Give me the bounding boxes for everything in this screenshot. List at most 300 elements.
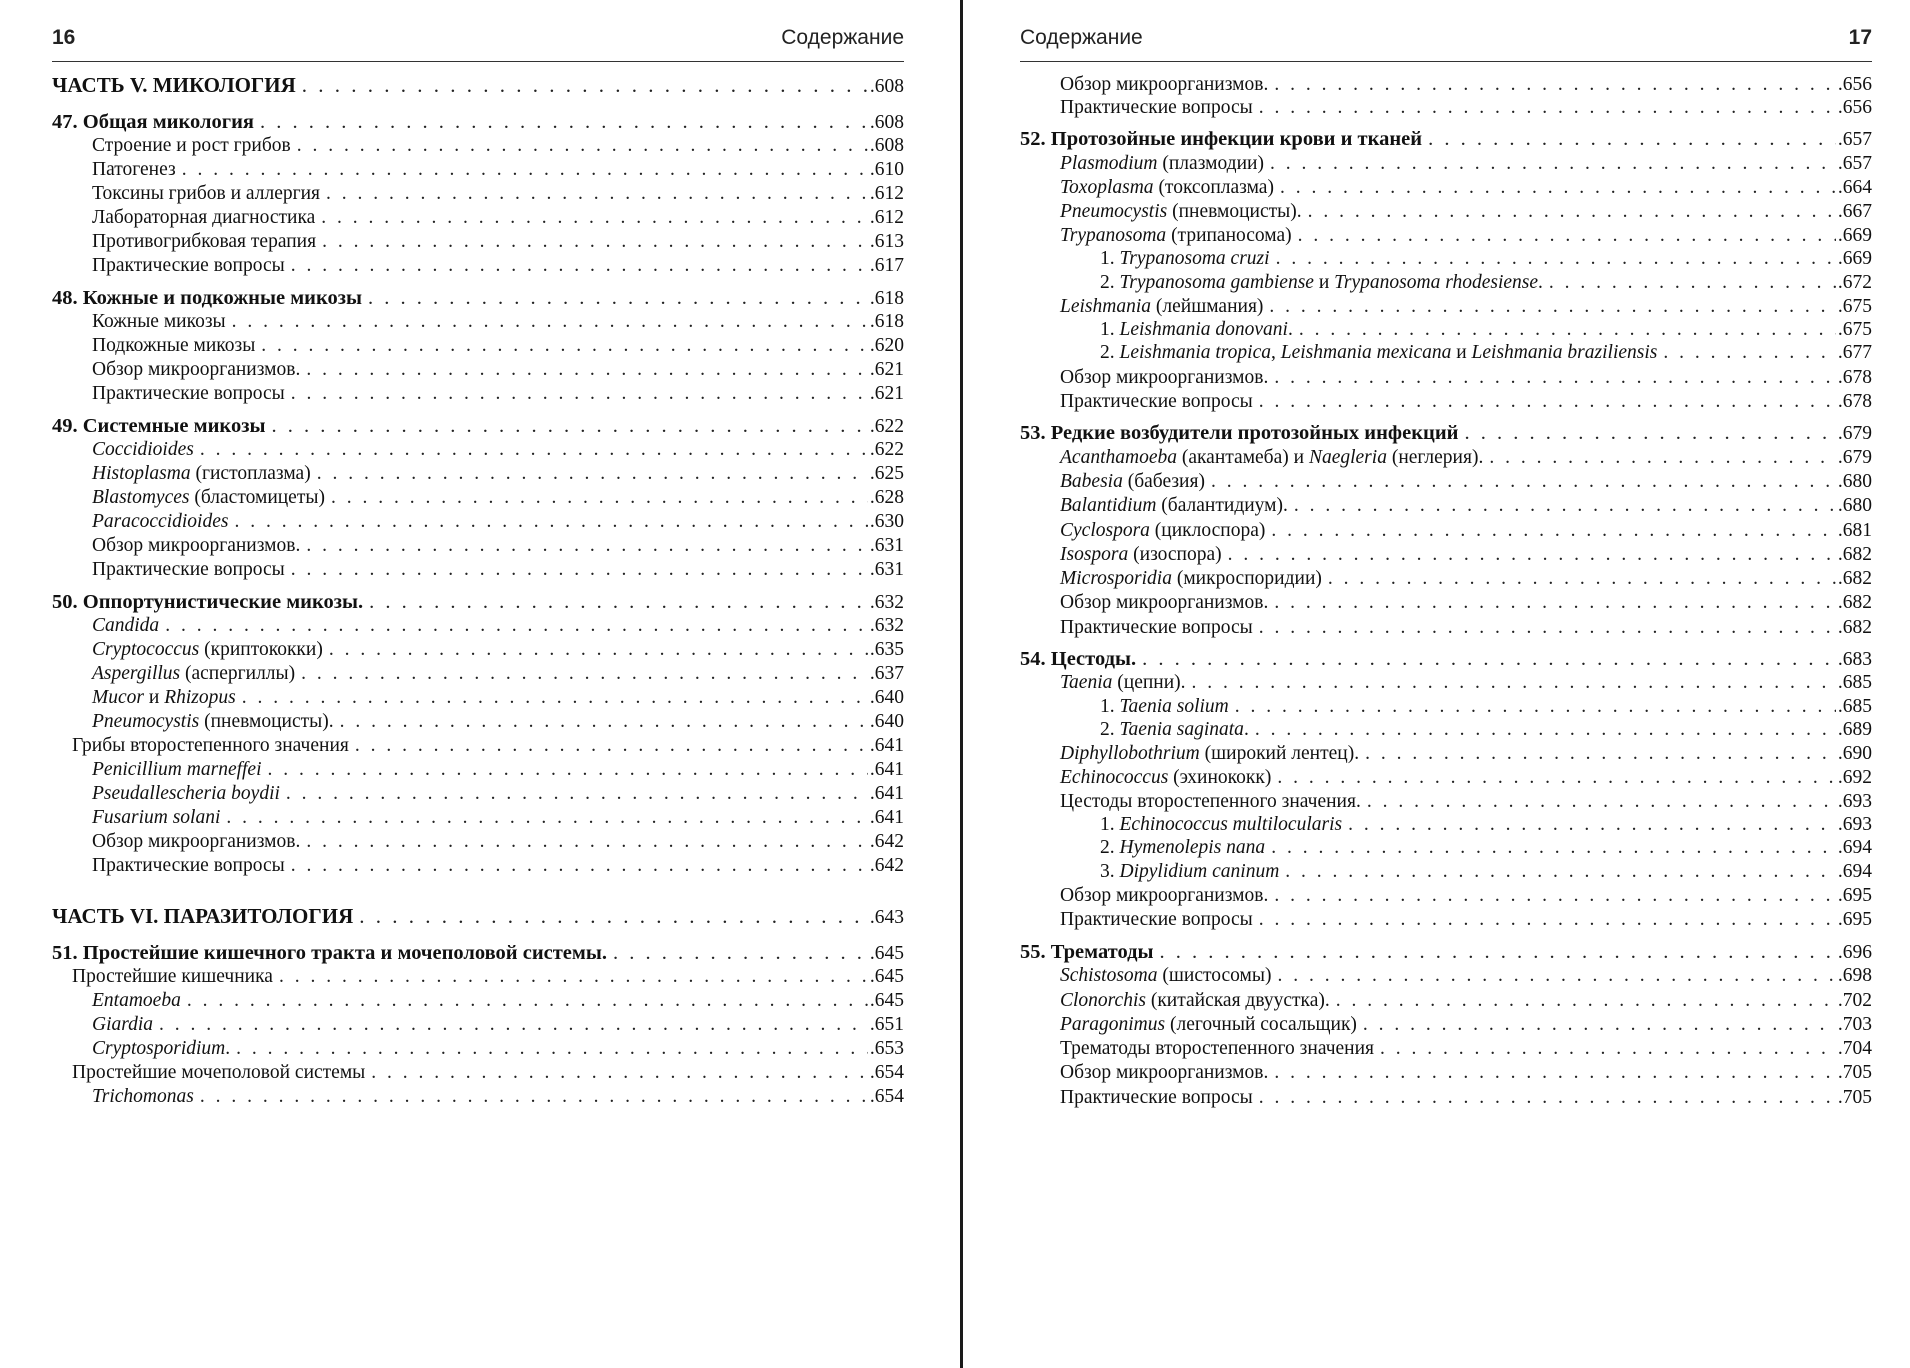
toc-entry [1020, 835, 1872, 861]
toc-entry-label: Cryptococcus (криптококки) [92, 639, 323, 660]
page-number: 17 [1848, 26, 1872, 49]
toc-leader-dots [1259, 1085, 1836, 1111]
toc-entry-label: Обзор микроорганизмов. [92, 535, 301, 556]
toc-entry-page: .637 [869, 663, 904, 684]
toc-entry-label: Trypanosoma (трипаносома) [1060, 225, 1292, 246]
toc-entry-page: .613 [869, 231, 904, 252]
toc-entry-page: .608 [869, 76, 904, 97]
toc-entry-label: Обзор микроорганизмов. [1060, 592, 1269, 613]
toc-entry-label: Практические вопросы [1060, 1087, 1253, 1108]
toc-entry [1020, 590, 1872, 616]
toc-leader-dots [1663, 340, 1836, 366]
toc-leader-dots [1380, 1036, 1836, 1062]
toc-entry [52, 461, 904, 487]
toc-entry [52, 133, 904, 159]
toc-entry-label: Практические вопросы [1060, 617, 1253, 638]
toc-entry [52, 485, 904, 511]
toc-leader-dots [271, 413, 867, 439]
toc-leader-dots [302, 72, 868, 98]
toc-leader-dots [268, 757, 868, 783]
toc-entry [52, 157, 904, 183]
toc-entry [52, 1060, 904, 1086]
toc-entry-label: Leishmania (лейшмания) [1060, 296, 1264, 317]
toc-entry-label: 2. Leishmania tropica, Leishmania mexicana и Leishmania braziliensis [1100, 342, 1658, 363]
toc-entry-label: 53. Редкие возбудители протозойных инфекций [1020, 422, 1459, 444]
toc-entry-label: 3. Dipylidium caninum [1100, 861, 1280, 882]
toc-entry-page: .617 [869, 255, 904, 276]
toc-entry [1020, 95, 1872, 121]
book-spine [960, 0, 963, 1368]
toc-leader-dots [613, 940, 868, 966]
toc-leader-dots [1280, 175, 1836, 201]
toc-entry-page: .680 [1837, 495, 1872, 516]
toc-leader-dots [340, 709, 868, 735]
toc-leader-dots [1255, 717, 1836, 743]
toc-entry [52, 357, 904, 383]
toc-entry-label: Обзор микроорганизмов. [92, 831, 301, 852]
toc-entry-label: Clonorchis (китайская двуустка). [1060, 990, 1330, 1011]
toc-entry-page: .682 [1837, 617, 1872, 638]
toc-entry-label: Balantidium (балантидиум). [1060, 495, 1288, 516]
toc-leader-dots [297, 133, 868, 159]
toc-leader-dots [301, 661, 868, 687]
toc-entry [52, 757, 904, 783]
toc-entry [1020, 469, 1872, 495]
toc-entry-label: Toxoplasma (токсоплазма) [1060, 177, 1274, 198]
toc-leader-dots [1336, 988, 1836, 1014]
toc-entry-label: ЧАСТЬ VI. ПАРАЗИТОЛОГИЯ [52, 904, 354, 928]
toc-leader-dots [322, 229, 868, 255]
toc-entry-page: .622 [869, 439, 904, 460]
toc-entry [1020, 646, 1872, 672]
toc-entry-page: .621 [869, 383, 904, 404]
toc-entry-label: ЧАСТЬ V. МИКОЛОГИЯ [52, 73, 296, 97]
toc-entry-page: .631 [869, 535, 904, 556]
toc-entry-page: .679 [1837, 423, 1872, 444]
toc-entry-label: Цестоды второстепенного значения. [1060, 791, 1361, 812]
running-header [52, 26, 904, 54]
toc-entry [1020, 518, 1872, 544]
toc-entry-label: Патогенез [92, 159, 176, 180]
toc-entry-label: Penicillium marneffei [92, 759, 262, 780]
toc-entry-page: .618 [869, 311, 904, 332]
toc-leader-dots [1228, 542, 1836, 568]
toc-leader-dots [159, 1012, 868, 1038]
running-title: Содержание [781, 26, 904, 49]
toc-leader-dots [279, 964, 868, 990]
toc-entry-page: .695 [1837, 885, 1872, 906]
toc-entry-label: Практические вопросы [92, 559, 285, 580]
toc-entry-label: Практические вопросы [1060, 909, 1253, 930]
toc-entry [1020, 741, 1872, 767]
toc-entry-label: Coccidioides [92, 439, 194, 460]
header-rule [52, 61, 904, 62]
toc-entry [52, 437, 904, 463]
toc-entry-page: .675 [1837, 296, 1872, 317]
toc-entry-label: Кожные микозы [92, 311, 226, 332]
toc-entry-page: .656 [1837, 97, 1872, 118]
toc-entry [1020, 493, 1872, 519]
toc-entry-page: .641 [869, 807, 904, 828]
toc-entry [52, 903, 904, 929]
toc-entry-page: .656 [1837, 74, 1872, 95]
toc-entry-page: .630 [869, 511, 904, 532]
toc-leader-dots [1277, 963, 1835, 989]
toc-entry-page: .685 [1837, 672, 1872, 693]
toc-entry-label: Giardia [92, 1014, 154, 1035]
toc-entry-label: Практические вопросы [1060, 97, 1253, 118]
toc-entry [1020, 883, 1872, 909]
toc-entry-label: Entamoeba [92, 990, 181, 1011]
toc-entry-page: .693 [1837, 791, 1872, 812]
toc-entry-label: Microsporidia (микроспоридии) [1060, 568, 1322, 589]
toc-entry [1020, 963, 1872, 989]
toc-entry [52, 805, 904, 831]
toc-entry-label: 47. Общая микология [52, 111, 254, 133]
toc-entry-label: Обзор микроорганизмов. [1060, 885, 1269, 906]
toc-entry-label: Histoplasma (гистоплазма) [92, 463, 311, 484]
toc-entry [52, 333, 904, 359]
toc-entry-label: 49. Системные микозы [52, 415, 266, 437]
toc-entry [52, 309, 904, 335]
right-page [1020, 0, 1872, 1368]
toc-entry-page: .695 [1837, 909, 1872, 930]
toc-entry-page: .705 [1837, 1062, 1872, 1083]
toc-entry-page: .704 [1837, 1038, 1872, 1059]
toc-entry [52, 533, 904, 559]
toc-entry-label: Schistosoma (шистосомы) [1060, 965, 1272, 986]
toc-leader-dots [1277, 765, 1836, 791]
toc-entry-label: Echinococcus (эхинококк) [1060, 767, 1272, 788]
toc-entry-label: Простейшие мочеполовой системы [72, 1062, 366, 1083]
toc-entry-page: .654 [869, 1062, 904, 1083]
toc-entry [52, 853, 904, 879]
toc-entry-label: Blastomyces (бластомицеты) [92, 487, 325, 508]
toc-entry-label: 1. Trypanosoma cruzi [1100, 248, 1270, 269]
toc-entry-page: .608 [869, 112, 904, 133]
toc-entry-label: 55. Трематоды [1020, 941, 1154, 963]
toc-leader-dots [1259, 95, 1836, 121]
toc-entry-label: Pneumocystis (пневмоцисты). [92, 711, 334, 732]
toc-entry-page: .640 [869, 687, 904, 708]
toc-entry-label: Candida [92, 615, 160, 636]
toc-leader-dots [1259, 389, 1836, 415]
toc-entry-page: .675 [1837, 319, 1872, 340]
toc-leader-dots [371, 1060, 868, 1086]
toc-leader-dots [329, 637, 868, 663]
toc-entry [52, 709, 904, 735]
toc-leader-dots [306, 829, 868, 855]
toc-entry [52, 413, 904, 439]
toc-entry [1020, 566, 1872, 592]
toc-entry-label: Обзор микроорганизмов. [1060, 74, 1269, 95]
toc-entry [1020, 445, 1872, 471]
toc-entry [52, 781, 904, 807]
toc-entry-page: .641 [869, 759, 904, 780]
toc-entry-page: .694 [1837, 861, 1872, 882]
page-number: 16 [52, 26, 76, 49]
toc-entry [1020, 389, 1872, 415]
toc-entry [1020, 670, 1872, 696]
toc-entry-label: Обзор микроорганизмов. [1060, 367, 1269, 388]
toc-entry [52, 1084, 904, 1110]
toc-entry-label: Подкожные микозы [92, 335, 256, 356]
toc-entry-page: .678 [1837, 367, 1872, 388]
toc-entry-page: .642 [869, 831, 904, 852]
toc-leader-dots [1271, 835, 1836, 861]
toc-entry-label: Trichomonas [92, 1086, 194, 1107]
toc-entry-page: .657 [1837, 153, 1872, 174]
toc-entry-page: .698 [1837, 965, 1872, 986]
toc-leader-dots [1274, 883, 1836, 909]
toc-entry [52, 229, 904, 255]
toc-entry-page: .689 [1837, 719, 1872, 740]
toc-entry-page: .692 [1837, 767, 1872, 788]
toc-entry-page: .672 [1837, 272, 1872, 293]
toc-entry-page: .628 [869, 487, 904, 508]
toc-entry [52, 637, 904, 663]
toc-entry-label: 2. Hymenolepis nana [1100, 837, 1266, 858]
toc-entry [1020, 1060, 1872, 1086]
toc-entry-page: .632 [869, 592, 904, 613]
toc-leader-dots [291, 253, 868, 279]
toc-leader-dots [326, 181, 868, 207]
toc-leader-dots [291, 557, 868, 583]
toc-entry [52, 509, 904, 535]
toc-leader-dots [165, 613, 868, 639]
toc-entry-page: .681 [1837, 520, 1872, 541]
toc-entry-label: Cyclospora (циклоспора) [1060, 520, 1266, 541]
toc-entry [1020, 175, 1872, 201]
toc-leader-dots [1271, 518, 1836, 544]
toc-entry-page: .645 [869, 990, 904, 1011]
toc-entry-page: .620 [869, 335, 904, 356]
toc-entry-label: Acanthamoeba (акантамеба) и Naegleria (неглерия). [1060, 447, 1484, 468]
toc-entry-page: .677 [1837, 342, 1872, 363]
toc-entry [52, 964, 904, 990]
toc-leader-dots [242, 685, 868, 711]
toc-entry [1020, 1085, 1872, 1111]
toc-entry-page: .610 [869, 159, 904, 180]
toc-entry [52, 381, 904, 407]
toc-entry [1020, 765, 1872, 791]
toc-entry-label: Простейшие кишечника [72, 966, 273, 987]
toc-entry-page: .679 [1837, 447, 1872, 468]
toc-leader-dots [200, 437, 868, 463]
toc-entry-label: Обзор микроорганизмов. [1060, 1062, 1269, 1083]
toc-entry-label: 54. Цестоды. [1020, 648, 1137, 670]
toc-entry [52, 613, 904, 639]
toc-leader-dots [286, 781, 868, 807]
toc-entry [52, 829, 904, 855]
toc-entry-page: .608 [869, 135, 904, 156]
toc-entry-label: 1. Leishmania donovani. [1100, 319, 1293, 340]
toc-entry [52, 1036, 904, 1062]
toc-entry-page: .685 [1837, 696, 1872, 717]
toc-leader-dots [359, 903, 868, 929]
toc-entry-label: Diphyllobothrium (широкий лентец). [1060, 743, 1360, 764]
toc-entry [1020, 615, 1872, 641]
toc-entry-label: Строение и рост грибов [92, 135, 291, 156]
toc-entry-label: 51. Простейшие кишечного тракта и мочеполовой системы. [52, 942, 607, 964]
toc-entry-label: 52. Протозойные инфекции крови и тканей [1020, 128, 1423, 150]
toc-entry [1020, 365, 1872, 391]
toc-entry-label: Paracoccidioides [92, 511, 229, 532]
toc-leader-dots [1274, 365, 1836, 391]
toc-entry-page: .612 [869, 183, 904, 204]
toc-entry-page: .703 [1837, 1014, 1872, 1035]
toc-entry-page: .694 [1837, 837, 1872, 858]
toc-entry-page: .678 [1837, 391, 1872, 412]
toc-entry-label: Pseudallescheria boydii [92, 783, 280, 804]
toc-entry [52, 988, 904, 1014]
toc-leader-dots [317, 461, 868, 487]
toc-entry-page: .667 [1837, 201, 1872, 222]
toc-entry-label: Токсины грибов и аллергия [92, 183, 321, 204]
toc-entry-page: .632 [869, 615, 904, 636]
toc-entry-page: .669 [1837, 225, 1872, 246]
toc-entry-label: Aspergillus (аспергиллы) [92, 663, 296, 684]
toc-entry-page: .621 [869, 359, 904, 380]
toc-entry-label: Plasmodium (плазмодии) [1060, 153, 1264, 174]
toc-entry-page: .690 [1837, 743, 1872, 764]
toc-leader-dots [260, 109, 868, 135]
toc-entry-page: .622 [869, 416, 904, 437]
toc-entry [1020, 340, 1872, 366]
toc-entry [1020, 542, 1872, 568]
toc-leader-dots [1274, 590, 1836, 616]
toc-entry-page: .640 [869, 711, 904, 732]
toc-entry-page: .653 [869, 1038, 904, 1059]
toc-entry-label: Paragonimus (легочный сосальщик) [1060, 1014, 1357, 1035]
toc-entry-page: .682 [1837, 568, 1872, 589]
toc-entry-page: .682 [1837, 592, 1872, 613]
toc-entry-page: .631 [869, 559, 904, 580]
toc-entry-page: .641 [869, 783, 904, 804]
toc-leader-dots [226, 805, 867, 831]
toc-entry-label: 50. Оппортунистические микозы. [52, 591, 364, 613]
toc-leader-dots [1276, 246, 1836, 272]
toc-entry [1020, 717, 1872, 743]
toc-leader-dots [187, 988, 868, 1014]
toc-entry-page: .635 [869, 639, 904, 660]
toc-leader-dots [1328, 566, 1836, 592]
toc-entry [1020, 907, 1872, 933]
toc-entry-page: .654 [869, 1086, 904, 1107]
toc-entry [1020, 420, 1872, 446]
toc-entry-label: Практические вопросы [1060, 391, 1253, 412]
toc-leader-dots [1294, 493, 1836, 519]
toc-leader-dots [232, 309, 868, 335]
toc-entry-label: Fusarium solani [92, 807, 221, 828]
toc-entry [52, 557, 904, 583]
toc-entry [52, 205, 904, 231]
toc-leader-dots [1489, 445, 1836, 471]
toc-leader-dots [1211, 469, 1836, 495]
toc-entry-label: 1. Taenia solium [1100, 696, 1229, 717]
toc-entry [52, 285, 904, 311]
toc-entry [52, 109, 904, 135]
toc-entry-page: .651 [869, 1014, 904, 1035]
toc-leader-dots [1142, 646, 1836, 672]
toc-entry [1020, 1036, 1872, 1062]
toc-entry-page: .641 [869, 735, 904, 756]
toc-entry-label: Практические вопросы [92, 855, 285, 876]
toc-entry-label: Лабораторная диагностика [92, 207, 316, 228]
toc-entry-label: 2. Taenia saginata. [1100, 719, 1249, 740]
toc-entry [52, 253, 904, 279]
toc-entry-label: Taenia (цепни). [1060, 672, 1186, 693]
toc-entry-label: Противогрибковая терапия [92, 231, 317, 252]
toc-leader-dots [368, 285, 868, 311]
toc-leader-dots [1259, 907, 1836, 933]
toc-entry-page: .696 [1837, 942, 1872, 963]
toc-entry-page: .612 [869, 207, 904, 228]
toc-entry-page: .680 [1837, 471, 1872, 492]
toc-entry-page: .683 [1837, 649, 1872, 670]
toc-entry-label: Isospora (изоспора) [1060, 544, 1222, 565]
toc-entry [52, 940, 904, 966]
toc-entry-page: .625 [869, 463, 904, 484]
toc-leader-dots [1365, 741, 1836, 767]
toc-entry-page: .664 [1837, 177, 1872, 198]
toc-entry-label: Трематоды второстепенного значения [1060, 1038, 1374, 1059]
header-rule [1020, 61, 1872, 62]
toc-entry [1020, 246, 1872, 272]
toc-entry-label: Mucor и Rhizopus [92, 687, 236, 708]
toc-entry-page: .645 [869, 966, 904, 987]
toc-leader-dots [1428, 126, 1836, 152]
toc-entry-label: 2. Trypanosoma gambiense и Trypanosoma rhodesiense. [1100, 272, 1543, 293]
toc-entry [1020, 270, 1872, 296]
toc-entry [1020, 859, 1872, 885]
running-header [1020, 26, 1872, 54]
toc-leader-dots [200, 1084, 868, 1110]
toc-entry [1020, 126, 1872, 152]
toc-leader-dots [1160, 939, 1836, 965]
toc-leader-dots [234, 509, 867, 535]
toc-entry-label: Babesia (бабезия) [1060, 471, 1205, 492]
toc-entry [52, 661, 904, 687]
toc-entry-page: .682 [1837, 544, 1872, 565]
toc-leader-dots [355, 733, 868, 759]
toc-entry [52, 181, 904, 207]
toc-entry [52, 685, 904, 711]
toc-entry [1020, 1012, 1872, 1038]
toc-entry-label: Pneumocystis (пневмоцисты). [1060, 201, 1302, 222]
toc-entry-page: .657 [1837, 129, 1872, 150]
toc-leader-dots [291, 853, 868, 879]
toc-leader-dots [261, 333, 868, 359]
toc-entry-page: .693 [1837, 814, 1872, 835]
toc-entry-label: 48. Кожные и подкожные микозы [52, 287, 363, 309]
toc-entry-label: Практические вопросы [92, 255, 285, 276]
toc-entry [52, 1012, 904, 1038]
toc-leader-dots [306, 357, 868, 383]
toc-leader-dots [1464, 420, 1835, 446]
toc-entry [52, 733, 904, 759]
toc-leader-dots [369, 589, 868, 615]
left-page [52, 0, 904, 1368]
toc-leader-dots [1308, 199, 1836, 225]
toc-entry-page: .642 [869, 855, 904, 876]
toc-leader-dots [236, 1036, 868, 1062]
toc-entry [1020, 199, 1872, 225]
toc-entry [1020, 988, 1872, 1014]
toc-entry-page: .645 [869, 943, 904, 964]
toc-leader-dots [291, 381, 868, 407]
toc-entry [1020, 151, 1872, 177]
